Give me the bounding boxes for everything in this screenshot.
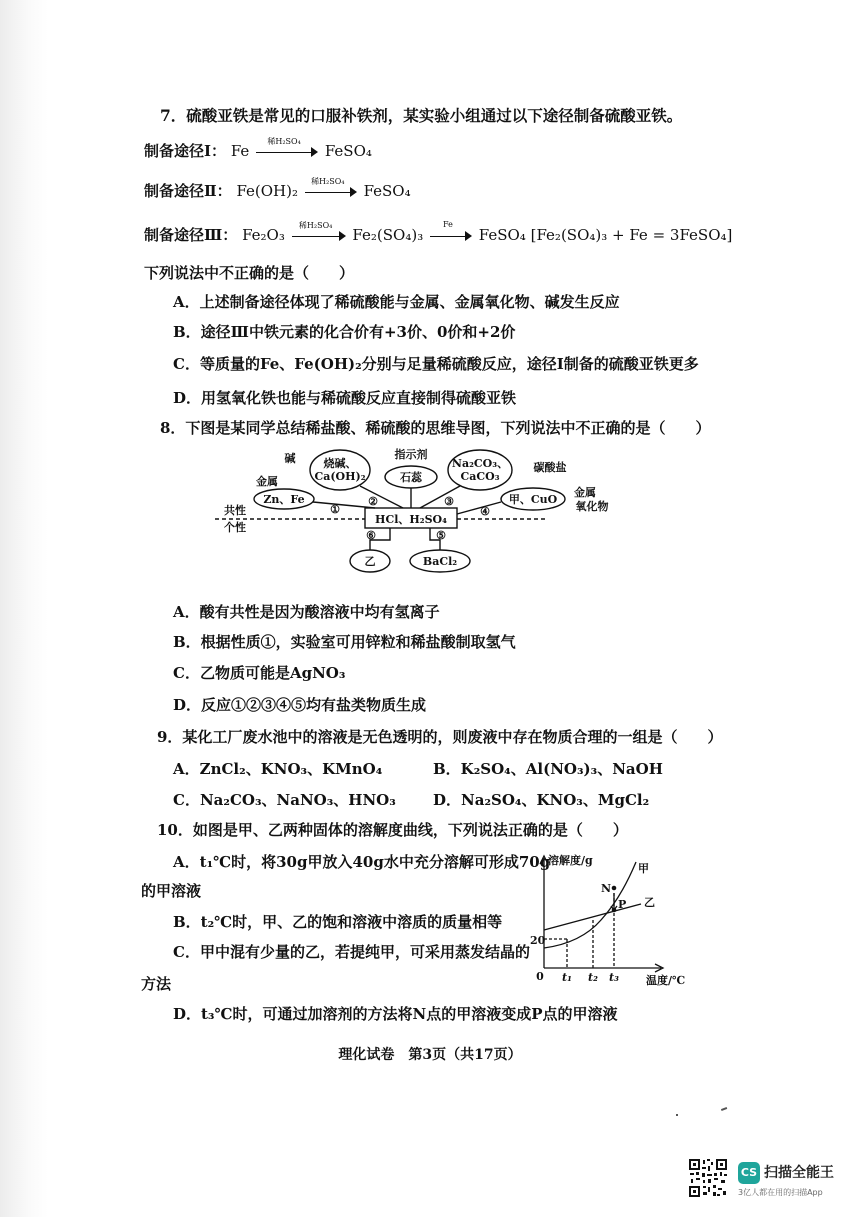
graph-t3: t₃	[609, 971, 619, 984]
dm-n2: ②	[368, 495, 378, 508]
graph-t2: t₂	[588, 971, 598, 984]
q10-solubility-graph	[526, 848, 706, 988]
q8-mind-map	[215, 442, 635, 580]
route-1-product: FeSO₄	[324, 142, 372, 160]
cs-logo-icon: CS	[738, 1162, 760, 1184]
graph-p: P	[618, 898, 627, 911]
q9-option-c: C．Na₂CO₃、NaNO₃、HNO₃	[173, 791, 396, 809]
graph-xlabel: 温度/℃	[646, 974, 686, 987]
graph-t1: t₁	[562, 971, 572, 984]
dm-yi: 乙	[364, 555, 376, 568]
dm-n5: ⑤	[436, 529, 446, 542]
scanner-app-tagline: 3亿人都在用的扫描App	[738, 1188, 823, 1197]
dm-n1: ①	[330, 503, 340, 516]
route-2-product: FeSO₄	[363, 182, 411, 200]
q10-option-a-2: 的甲溶液	[141, 882, 202, 900]
q7-route-1	[144, 137, 372, 161]
q10-option-a-1: A．t₁℃时，将30g甲放入40g水中充分溶解可形成70g	[173, 853, 551, 871]
dm-center: HCl、H₂SO₄	[375, 513, 447, 526]
route-3-product: FeSO₄	[478, 226, 526, 244]
q7-route-3	[144, 220, 733, 245]
q8-option-d: D．反应①②③④⑤均有盐类物质生成	[173, 696, 427, 714]
dm-common: 共性	[224, 504, 246, 517]
q8-option-a: A．酸有共性是因为酸溶液中均有氢离子	[173, 603, 440, 621]
graph-ylabel: 溶解度/g	[548, 854, 593, 867]
q10-option-c-1: C．甲中混有少量的乙，若提纯甲，可采用蒸发结晶的	[173, 943, 530, 961]
dm-oxide-1: 金属	[574, 486, 596, 499]
dm-base-2: Ca(OH)₂	[314, 470, 366, 483]
dm-indicator: 指示剂	[394, 448, 428, 461]
dm-indicator-item: 石蕊	[400, 471, 422, 484]
route-1-label: 制备途径Ⅰ：	[144, 142, 227, 160]
graph-y20: 20	[530, 934, 546, 947]
route-3-equation: [Fe₂(SO₄)₃ + Fe = 3FeSO₄]	[530, 226, 733, 244]
route-2-reactant: Fe(OH)₂	[236, 182, 298, 200]
q7-route-2	[144, 177, 411, 201]
graph-jia: 甲	[638, 862, 649, 875]
graph-yi: 乙	[644, 896, 655, 909]
route-3-reactant: Fe₂O₃	[242, 226, 285, 244]
route-1-reactant: Fe	[230, 142, 250, 160]
scan-speck	[676, 1114, 678, 1116]
dm-carbonate-2: CaCO₃	[460, 470, 500, 483]
q7-stem: 7．硫酸亚铁是常见的口服补铁剂，某实验小组通过以下途径制备硫酸亚铁。	[160, 106, 683, 125]
dm-n3: ③	[444, 495, 454, 508]
scanner-watermark	[688, 1158, 848, 1202]
scanner-app-name: 扫描全能王	[764, 1165, 834, 1181]
n-point	[612, 886, 617, 891]
route-3-label: 制备途径Ⅲ：	[144, 226, 238, 244]
q8-stem: 8．下图是某同学总结稀盐酸、稀硫酸的思维导图，下列说法中不正确的是（ ）	[160, 419, 711, 437]
q10-stem: 10．如图是甲、乙两种固体的溶解度曲线，下列说法正确的是（ ）	[157, 821, 628, 839]
page-footer: 理化试卷 第3页（共17页）	[338, 1047, 522, 1063]
q10-option-d: D．t₃℃时，可通过加溶剂的方法将N点的甲溶液变成P点的甲溶液	[173, 1005, 618, 1023]
p-point	[612, 908, 617, 913]
q9-option-a: A．ZnCl₂、KNO₃、KMnO₄	[173, 760, 383, 778]
dm-carbonate-1: Na₂CO₃、	[451, 457, 509, 470]
q8-option-b: B．根据性质①，实验室可用锌粒和稀盐酸制取氢气	[173, 633, 516, 651]
q7-option-a: A．上述制备途径体现了稀硫酸能与金属、金属氧化物、碱发生反应	[173, 293, 620, 311]
dm-bacl2: BaCl₂	[422, 555, 458, 568]
route-3-arrow1-icon: 稀H₂SO₄	[292, 229, 346, 243]
q9-option-d: D．Na₂SO₄、KNO₃、MgCl₂	[433, 791, 650, 809]
route-1-arrow-icon: 稀H₂SO₄	[256, 145, 318, 159]
dm-base: 碱	[284, 452, 296, 465]
q7-option-b: B．途径Ⅲ中铁元素的化合价有+3价、0价和+2价	[173, 323, 516, 341]
dm-metal: 金属	[256, 475, 278, 488]
graph-n: N	[601, 882, 612, 895]
q9-option-b: B．K₂SO₄、Al(NO₃)₃、NaOH	[433, 760, 663, 778]
dm-oxide-items: 甲、CuO	[508, 493, 558, 506]
qr-code-icon	[688, 1158, 728, 1198]
scan-speck	[721, 1107, 727, 1110]
route-3-arrow2-icon: Fe	[430, 229, 472, 243]
q7-ask: 下列说法中不正确的是（ ）	[144, 264, 355, 282]
q7-option-d: D．用氢氧化铁也能与稀硫酸反应直接制得硫酸亚铁	[173, 389, 517, 407]
q9-stem: 9．某化工厂废水池中的溶液是无色透明的，则废液中存在物质合理的一组是（ ）	[157, 728, 723, 746]
dm-n6: ⑥	[366, 529, 376, 542]
dm-metal-items: Zn、Fe	[263, 493, 305, 506]
q8-option-c: C．乙物质可能是AgNO₃	[173, 664, 346, 682]
q10-option-b: B．t₂℃时，甲、乙的饱和溶液中溶质的质量相等	[173, 913, 503, 931]
q7-option-c: C．等质量的Fe、Fe(OH)₂分别与足量稀硫酸反应，途径Ⅰ制备的硫酸亚铁更多	[173, 355, 699, 373]
dm-carbonate: 碳酸盐	[533, 461, 567, 474]
graph-origin: 0	[536, 970, 544, 983]
dm-individual: 个性	[224, 521, 246, 534]
dm-n4: ④	[480, 505, 490, 518]
dm-oxide-2: 氧化物	[575, 500, 609, 513]
q10-option-c-2: 方法	[141, 975, 172, 993]
route-2-arrow-icon: 稀H₂SO₄	[305, 185, 357, 199]
dm-base-1: 烧碱、	[323, 457, 357, 470]
route-2-label: 制备途径Ⅱ：	[144, 182, 232, 200]
scan-edge-shading	[0, 0, 48, 1217]
route-3-mid: Fe₂(SO₄)₃	[352, 226, 424, 244]
